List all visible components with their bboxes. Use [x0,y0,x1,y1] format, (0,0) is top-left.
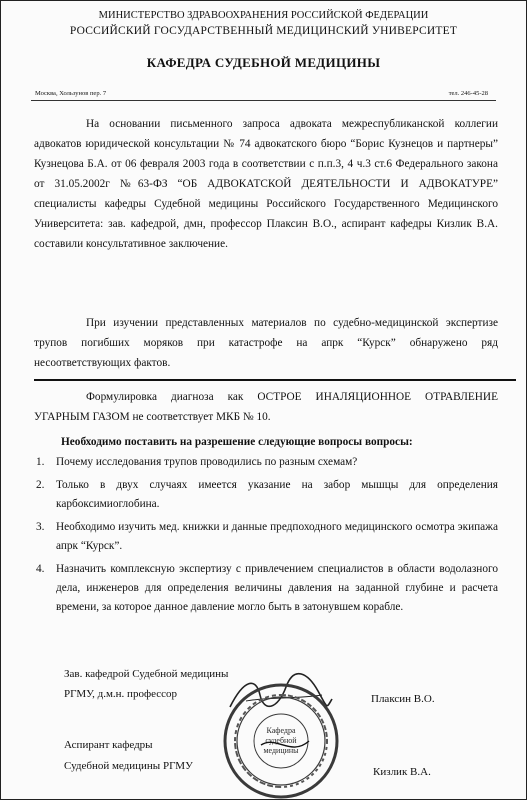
list-item: 2. Только в двух случаях имеется указание на забор мышцы для определения карбоксимиоглобина. [36,479,498,510]
paragraph-intro: На основании письменного запроса адвоката межреспубликанской коллегии адвокатов юридической консультации № 74 адвокатского бюро “Борис Кузнецов и партнеры” Кузнецова Б.А. от 06 февраля 2003 года в соответствии с п.п.3, 4 ч.3 ст.6 Федерального закона от 31.05.2002г №63-ФЗ “ОБ АДВОКАТСКОЙ ДЕЯТЕЛЬНОСТИ И АДВОКАТУРЕ” специалисты кафедры Судебной медицины Российского Государственного Медицинского Университета: зав. кафедрой, дмн, профессор Плаксин В.О., аспирант кафедры Кизлик В.А. составили консультативное заключение. [34,118,498,250]
round-seal-icon [221,681,341,801]
aspirant-title-line2: Судебной медицины РГМУ [64,760,193,772]
paragraph-diagnosis: Формулировка диагноза как ОСТРОЕ ИНАЛЯЦИОННОЕ ОТРАВЛЕНИЕ УГАРНЫМ ГАЗОМ не соответствует МКБ № 10. [34,391,498,423]
questions-heading: Необходимо поставить на разрешение следующие вопросы вопросы: [61,436,413,448]
department-heading: КАФЕДРА СУДЕБНОЙ МЕДИЦИНЫ [146,55,381,70]
head-title-line2: РГМУ, д.м.н. профессор [64,688,177,700]
ministry-heading: МИНИСТЕРСТВО ЗДРАВООХРАНЕНИЯ РОССИЙСКОЙ ФЕДЕРАЦИИ [98,10,429,21]
list-item: 4. Назначить комплексную экспертизу с привлечением специалистов в области водолазного дела, инженеров для определения величины давления на заданной глубине и расчета времени, за которое данное давление могло быть в затонувшем корабле. [36,563,498,613]
aspirant-title-line1: Аспирант кафедры [64,739,153,751]
list-item: 1. Почему исследования трупов проводились по разным схемам? [36,456,358,468]
questions-list [34,453,498,621]
section-divider [34,379,516,381]
head-name: Плаксин В.О. [371,693,435,705]
list-item: 3. Необходимо изучить мед. книжки и данные предпоходного медицинского осмотра экипажа апрк “Курск”. [36,521,498,552]
head-title-line1: Зав. кафедрой Судебной медицины [64,668,229,680]
seal-text-line: судебной [265,736,297,745]
paragraph-findings: При изучении представленных материалов по судебно-медицинской экспертизе трупов погибших моряков при катастрофе на апрк “Курск” обнаружено ряд несоответствующих фактов. [34,317,498,369]
header-divider [31,100,496,101]
seal-text-line: Кафедра [266,726,296,735]
phone: тел. 246-45-28 [448,90,488,97]
seal-text-line: медицины [263,746,299,755]
address: Москва, Хользунов пер. 7 [35,90,107,97]
university-heading: РОССИЙСКИЙ ГОСУДАРСТВЕННЫЙ МЕДИЦИНСКИЙ УНИВЕРСИТЕТ [69,25,458,37]
aspirant-name: Кизлик В.А. [373,766,431,778]
